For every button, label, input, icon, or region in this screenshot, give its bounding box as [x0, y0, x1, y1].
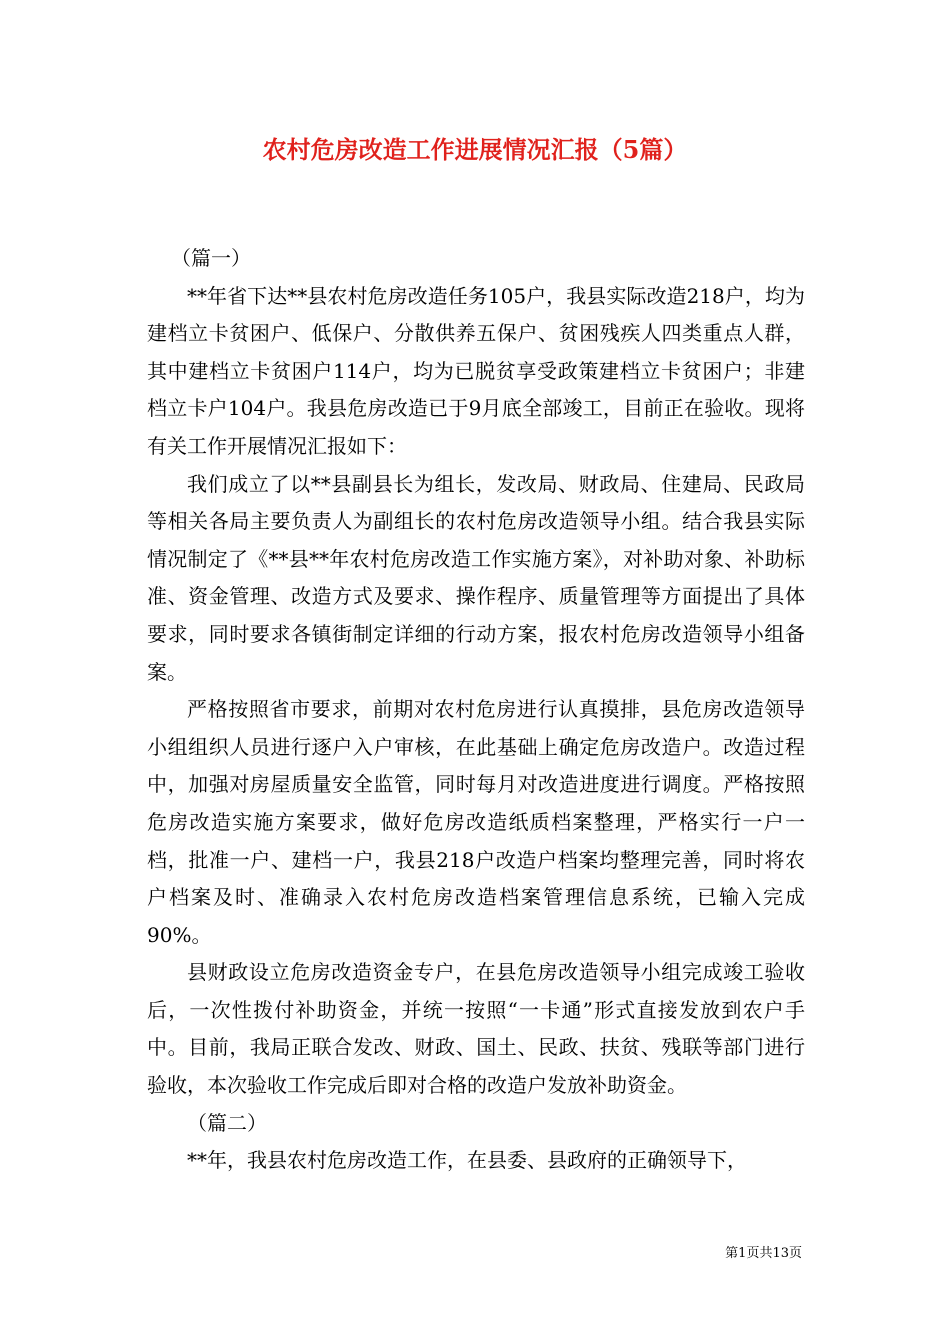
section-heading: （篇一）	[171, 246, 251, 270]
paragraph: **年，我县农村危房改造工作，在县委、县政府的正确领导下，	[187, 1148, 747, 1173]
document-body	[147, 240, 805, 1180]
document-title: 农村危房改造工作进展情况汇报（5篇）	[262, 135, 688, 164]
page-number: 第1页共13页	[725, 1246, 802, 1261]
paragraph: **年省下达**县农村危房改造任务105户，我县实际改造218户，均为建档立卡贫困户、低保户、分散供养五保户、贫困残疾人四类重点人群，其中建档立卡贫困户114户，均为已脱贫享受政策建档立卡贫困户；非建档立卡户104户。我县危房改造已于9月底全部竣工，目前正在验收。现将有关工作开展情况汇报如下：	[147, 283, 805, 458]
paragraph: 我们成立了以**县副县长为组长，发改局、财政局、住建局、民政局等相关各局主要负责人为副组长的农村危房改造领导小组。结合我县实际情况制定了《**县**年农村危房改造工作实施方案》，对补助对象、补助标准、资金管理、改造方式及要求、操作程序、质量管理等方面提出了具体要求，同时要求各镇街制定详细的行动方案，报农村危房改造领导小组备案。	[147, 471, 805, 684]
paragraph: 严格按照省市要求，前期对农村危房进行认真摸排，县危房改造领导小组组织人员进行逐户入户审核，在此基础上确定危房改造户。改造过程中，加强对房屋质量安全监管，同时每月对改造进度进行调度。严格按照危房改造实施方案要求，做好危房改造纸质档案整理，严格实行一户一档，批准一户、建档一户，我县218户改造户档案均整理完善，同时将农户档案及时、准确录入农村危房改造档案管理信息系统，已输入完成90%。	[147, 697, 805, 947]
paragraph: 县财政设立危房改造资金专户，在县危房改造领导小组完成竣工验收后，一次性拨付补助资金，并统一按照“一卡通”形式直接发放到农户手中。目前，我局正联合发改、财政、国土、民政、扶贫、残联等部门进行验收，本次验收工作完成后即对合格的改造户发放补助资金。	[147, 960, 805, 1098]
section-heading: （篇二）	[187, 1110, 267, 1135]
